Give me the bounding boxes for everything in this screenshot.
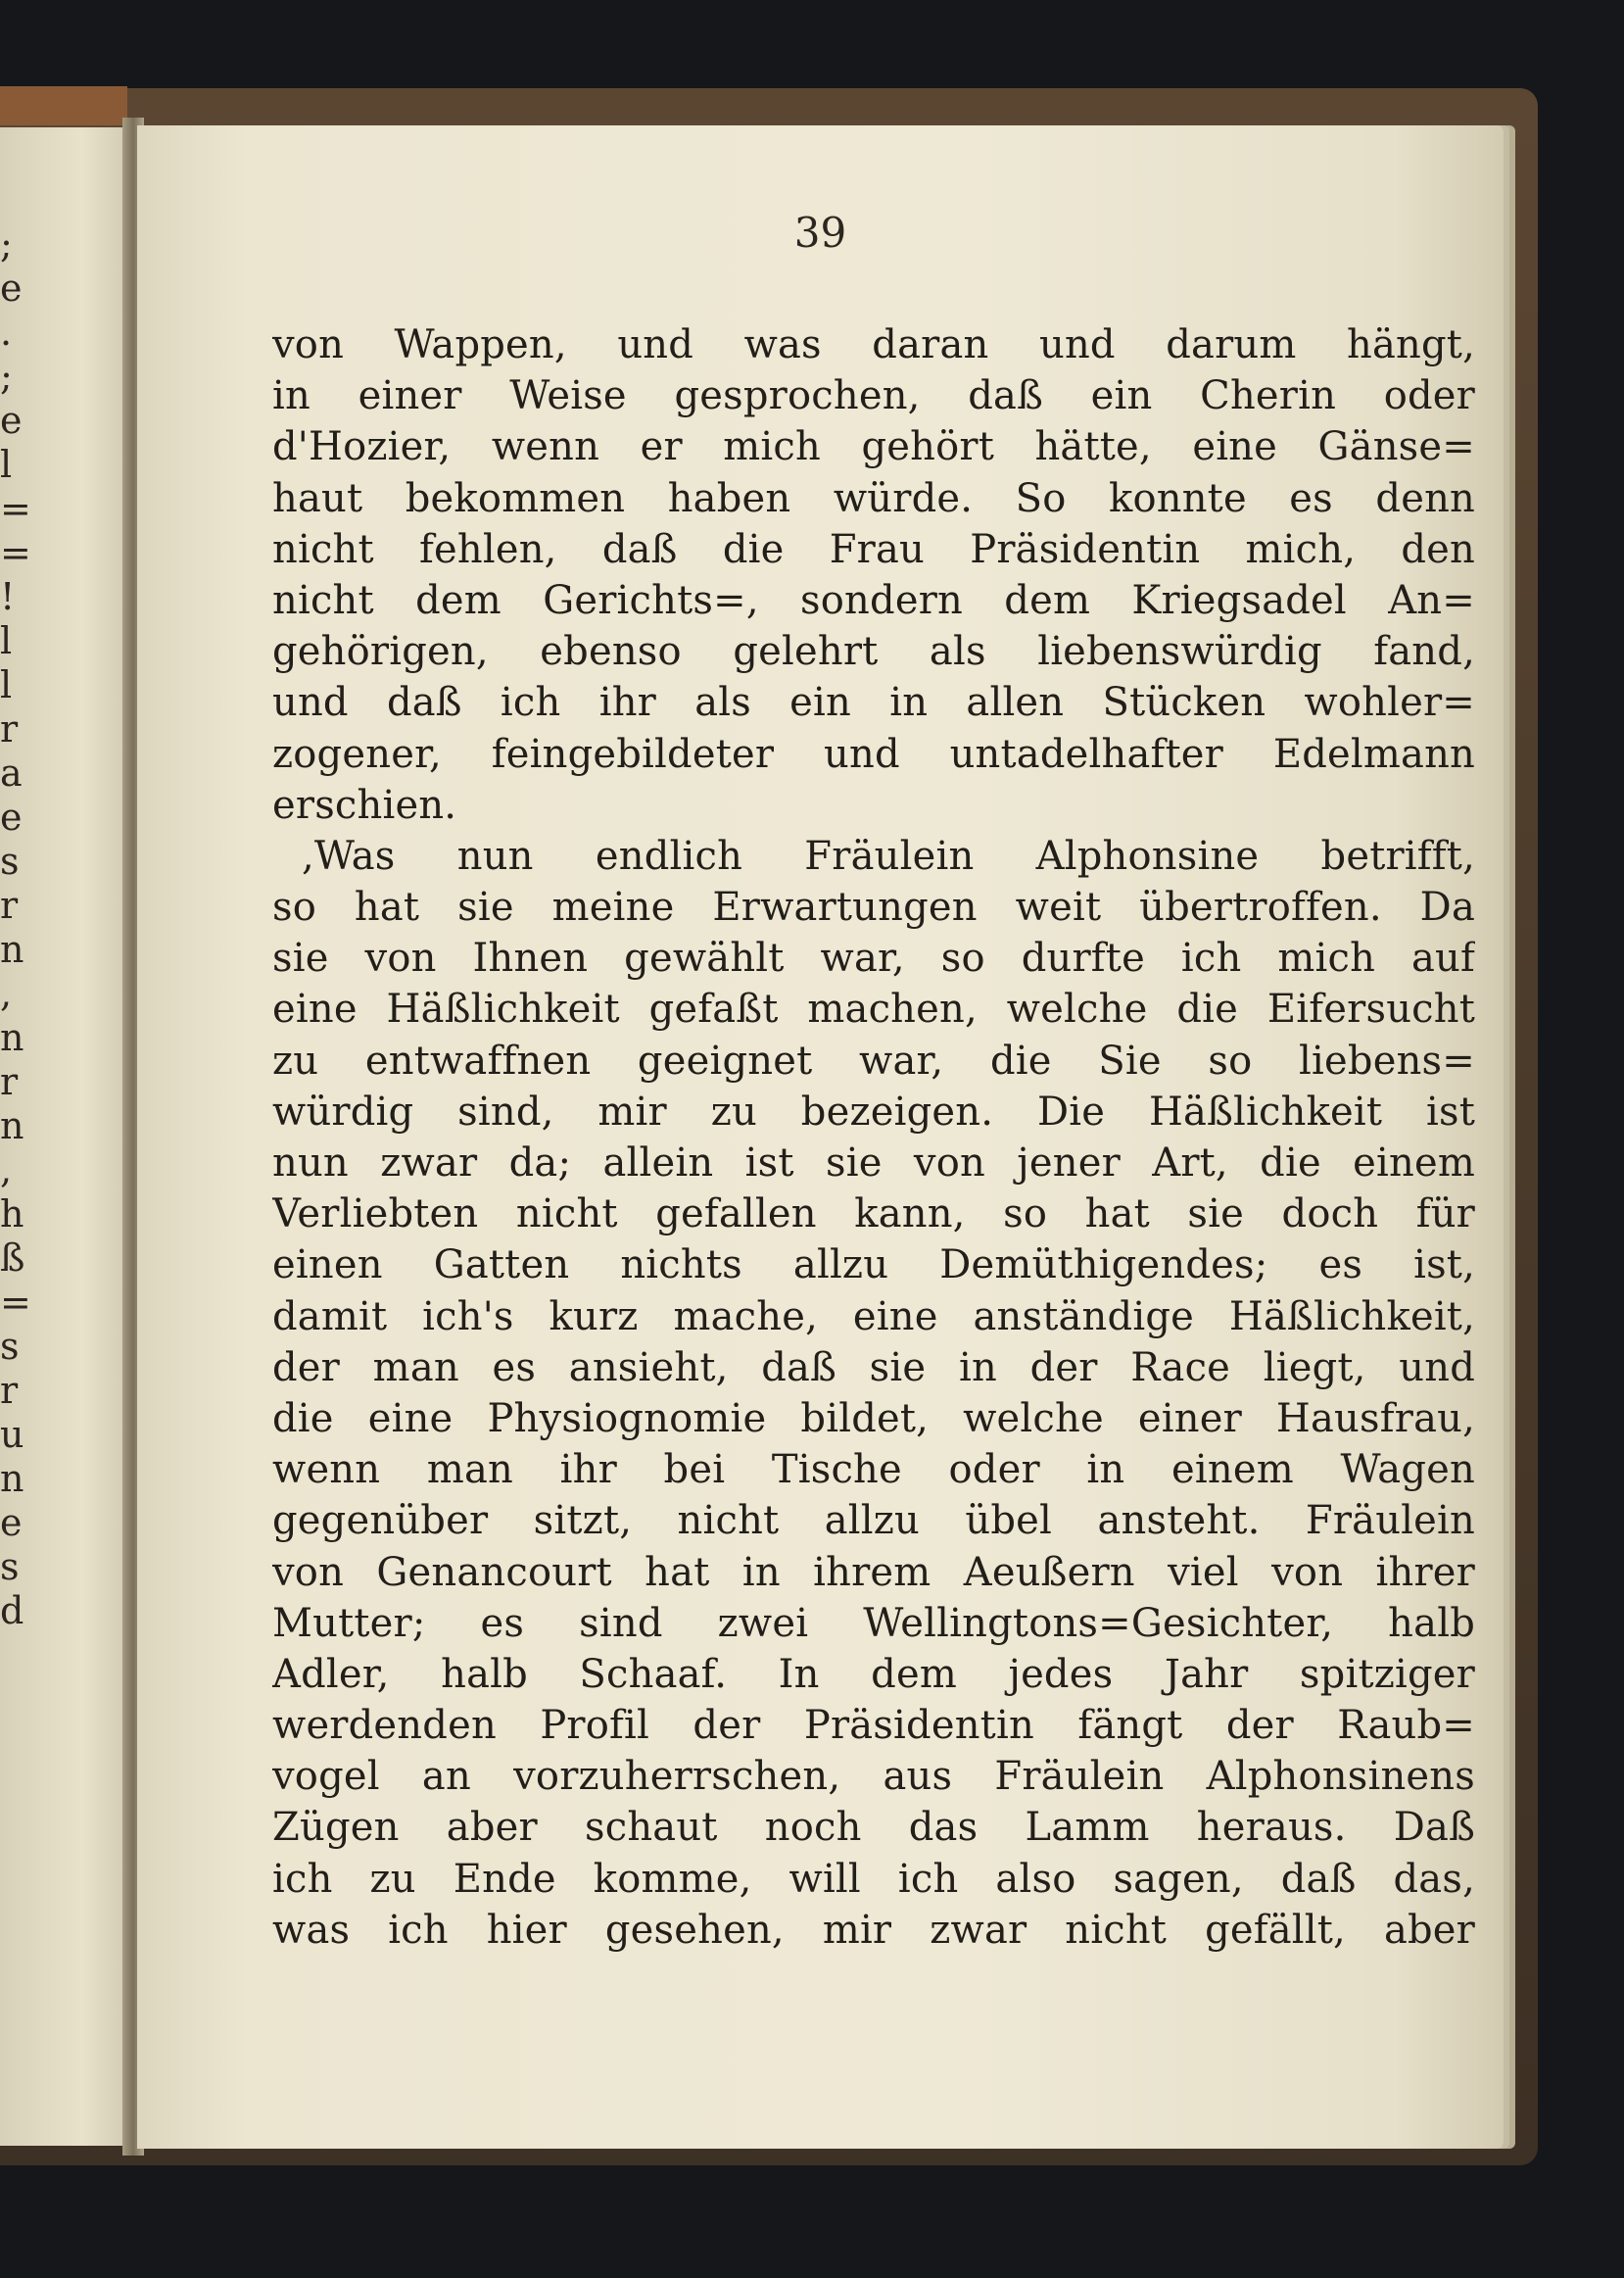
- left-page-glyph: ;: [0, 355, 13, 398]
- left-page-glyph: =: [0, 487, 31, 530]
- text-line: so hat sie meine Erwartungen weit übertroffen. Da: [272, 885, 1475, 931]
- left-page-glyph: s: [0, 840, 20, 883]
- left-page-glyph: .: [0, 311, 13, 354]
- text-line: nun zwar da; allein ist sie von jener Art, die einem: [272, 1140, 1475, 1186]
- left-page-glyph: !: [0, 575, 16, 618]
- left-page-glyph: =: [0, 1281, 31, 1324]
- left-page-glyph: r: [0, 1369, 19, 1412]
- left-page-glyph: n: [0, 1016, 24, 1059]
- left-page-glyph: u: [0, 1413, 24, 1456]
- book-spine-edge: [0, 86, 127, 125]
- text-line: gegenüber sitzt, nicht allzu übel ansteht. Fräulein: [272, 1498, 1475, 1544]
- left-page-glyph: n: [0, 1457, 24, 1500]
- text-line: sie von Ihnen gewählt war, so durfte ich mich auf: [272, 936, 1475, 982]
- left-page-glyph: l: [0, 443, 13, 486]
- text-line: ,Was nun endlich Fräulein Alphonsine betrifft,: [302, 833, 1475, 879]
- text-line: würdig sind, mir zu bezeigen. Die Häßlichkeit ist: [272, 1089, 1475, 1135]
- text-line: nicht dem Gerichts=, sondern dem Kriegsadel An=: [272, 577, 1475, 623]
- text-line: was ich hier gesehen, mir zwar nicht gefällt, aber: [272, 1907, 1475, 1953]
- text-line: zogener, feingebildeter und untadelhafter Edelmann: [272, 731, 1475, 777]
- text-line: eine Häßlichkeit gefaßt machen, welche die Eifersucht: [272, 987, 1475, 1033]
- left-page-glyph: d: [0, 1589, 24, 1632]
- left-page-glyph: ,: [0, 1148, 13, 1191]
- text-line: einen Gatten nichts allzu Demüthigendes; es ist,: [272, 1242, 1475, 1288]
- text-line: Zügen aber schaut noch das Lamm heraus. Daß: [272, 1805, 1475, 1851]
- text-line: wenn man ihr bei Tische oder in einem Wagen: [272, 1447, 1475, 1493]
- left-page-glyph: s: [0, 1325, 20, 1368]
- text-line: erschien.: [272, 782, 457, 828]
- text-line: ich zu Ende komme, will ich also sagen, daß das,: [272, 1856, 1475, 1902]
- text-line: von Genancourt hat in ihrem Aeußern viel von ihrer: [272, 1549, 1475, 1595]
- text-line: die eine Physiognomie bildet, welche einer Hausfrau,: [272, 1395, 1475, 1441]
- left-page-glyph: r: [0, 1060, 19, 1103]
- left-page-glyph: r: [0, 707, 19, 751]
- text-line: werdenden Profil der Präsidentin fängt der Raub=: [272, 1703, 1475, 1749]
- text-line: der man es ansieht, daß sie in der Race liegt, und: [272, 1344, 1475, 1390]
- page-number: 39: [793, 209, 847, 257]
- left-page-glyph: a: [0, 751, 23, 795]
- text-line: damit ich's kurz mache, eine anständige Häßlichkeit,: [272, 1293, 1475, 1339]
- text-line: haut bekommen haben würde. So konnte es denn: [272, 475, 1475, 521]
- left-page-glyph: l: [0, 663, 13, 706]
- left-page-glyph: h: [0, 1192, 24, 1236]
- left-page-glyph: =: [0, 531, 31, 574]
- left-page-glyph: ß: [0, 1236, 25, 1280]
- left-page-glyph: e: [0, 399, 23, 442]
- text-line: Verliebten nicht gefallen kann, so hat sie doch für: [272, 1191, 1475, 1237]
- left-page-glyph: ,: [0, 972, 13, 1015]
- left-page-glyph: s: [0, 1545, 20, 1588]
- text-line: von Wappen, und was daran und darum hängt,: [272, 322, 1475, 367]
- text-line: und daß ich ihr als ein in allen Stücken wohler=: [272, 680, 1475, 726]
- left-page-glyph: ;: [0, 222, 13, 266]
- text-line: d'Hozier, wenn er mich gehört hätte, eine Gänse=: [272, 424, 1475, 470]
- text-line: vogel an vorzuherrschen, aus Fräulein Alphonsinens: [272, 1754, 1475, 1800]
- left-page-glyph: e: [0, 1501, 23, 1544]
- left-page-glyph: r: [0, 884, 19, 927]
- right-page: [137, 125, 1504, 2149]
- left-page-glyph: n: [0, 1104, 24, 1147]
- text-line: gehörigen, ebenso gelehrt als liebenswürdig fand,: [272, 629, 1475, 675]
- text-line: Adler, halb Schaaf. In dem jedes Jahr spitziger: [272, 1651, 1475, 1697]
- text-line: in einer Weise gesprochen, daß ein Cherin oder: [272, 373, 1475, 419]
- text-line: Mutter; es sind zwei Wellingtons=Gesichter, halb: [272, 1600, 1475, 1646]
- left-page-glyph: e: [0, 267, 23, 310]
- left-page-edge: [0, 127, 137, 2146]
- text-line: zu entwaffnen geeignet war, die Sie so liebens=: [272, 1038, 1475, 1084]
- left-page-glyph: e: [0, 796, 23, 839]
- text-line: nicht fehlen, daß die Frau Präsidentin mich, den: [272, 526, 1475, 572]
- left-page-glyph: n: [0, 928, 24, 971]
- body-text: [272, 319, 1475, 1956]
- left-page-glyph: l: [0, 619, 13, 662]
